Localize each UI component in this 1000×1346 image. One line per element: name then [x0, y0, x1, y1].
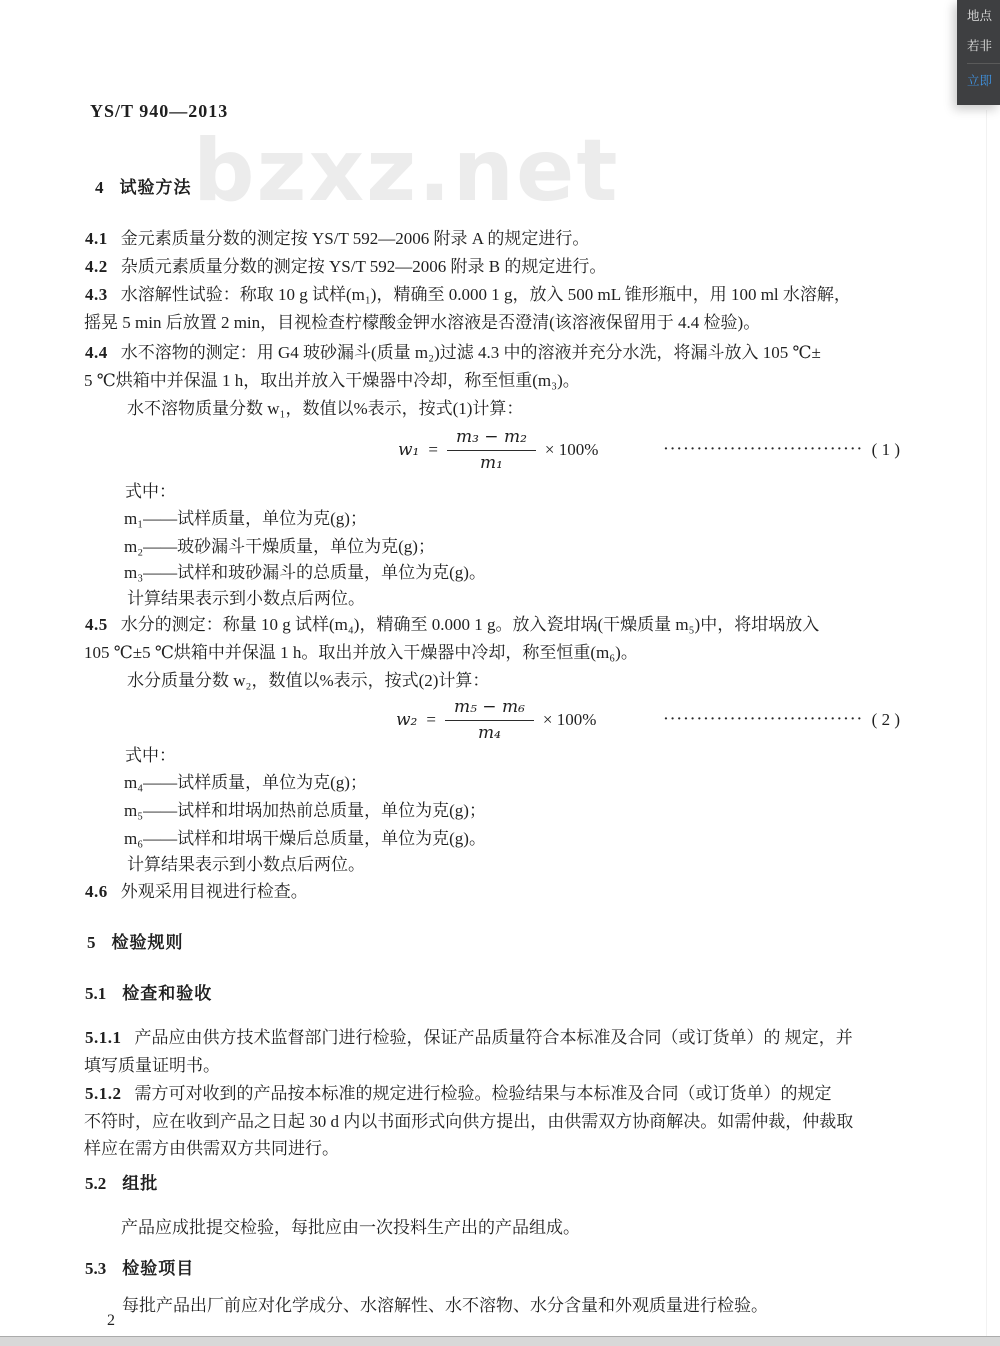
clause-text: 外观采用目视进行检查。	[120, 882, 308, 901]
clause-text: 水不溶物质量分数 w₁，数值以%表示，按式(1)计算：	[127, 399, 524, 418]
fraction-denominator: m₁	[479, 452, 503, 473]
result-note-1	[127, 587, 365, 611]
watermark-text: bzxz.net	[193, 121, 620, 221]
note-text: 计算结果表示到小数点后两位。	[127, 589, 365, 608]
clause-5-1-2-line1	[85, 1082, 832, 1106]
paragraph-text: 每批产品出厂前应对化学成分、水溶解性、水不溶物、水分含量和外观质量进行检验。	[122, 1296, 768, 1315]
clause-text: 水分质量分数 w₂，数值以%表示，按式(2)计算：	[127, 671, 490, 690]
clause-label: 4.1	[85, 229, 108, 248]
clause-text: 水溶解性试验：称取 10 g 试样(m₁)，精确至 0.000 1 g，放入 500 mL 锥形瓶中，用 100 ml 水溶解，	[120, 285, 851, 304]
popup-text-line2: 若非	[967, 39, 993, 53]
clause-text: 摇晃 5 min 后放置 2 min，目视检查柠檬酸金钾水溶液是否澄清(该溶液保留用于 4.4 检验)。	[84, 313, 761, 332]
fraction	[447, 427, 536, 473]
where-head-2	[125, 744, 176, 768]
section-title: 检查和验收	[122, 984, 213, 1003]
formula-2	[396, 694, 900, 746]
clause-4-5-sub	[127, 669, 489, 693]
equation-number: ( 1 )	[871, 440, 900, 459]
equals-sign: =	[428, 440, 438, 459]
def-m5	[124, 799, 486, 823]
definition-text: m₁——试样质量，单位为克(g)；	[124, 509, 367, 528]
section-5-heading	[87, 931, 184, 955]
def-m1	[124, 507, 367, 531]
section-5-2-heading	[85, 1172, 158, 1196]
clause-text: 水不溶物的测定：用 G4 玻砂漏斗(质量 m₂)过滤 4.3 中的溶液并充分水洗，将漏斗放入 105 ℃±	[120, 343, 821, 362]
clause-5-1-1-line1	[85, 1026, 853, 1050]
where-label: 式中：	[125, 746, 176, 765]
multiplier: × 100%	[542, 710, 597, 729]
clause-text: 需方可对收到的产品按本标准的规定进行检验。检验结果与本标准及合同（或订货单）的规定	[134, 1084, 832, 1103]
fraction-numerator: m₅ − m₆	[445, 697, 534, 720]
section-title: 试验方法	[119, 178, 192, 197]
clause-label: 5.1.1	[85, 1028, 122, 1047]
clause-4-4-line2	[84, 369, 580, 393]
section-title: 检验规则	[111, 933, 184, 952]
clause-text: 5 ℃烘箱中并保温 1 h，取出并放入干燥器中冷却，称至恒重(m₃)。	[84, 371, 580, 390]
clause-4-5-line2	[84, 641, 638, 665]
clause-text: 水分的测定：称量 10 g 试样(m₄)，精确至 0.000 1 g。放入瓷坩埚(干燥质量 m₅)中，将坩埚放入	[120, 615, 820, 634]
formula-leader	[664, 440, 900, 460]
doc-code-header: YS/T 940—2013	[90, 101, 229, 121]
def-m2	[124, 535, 435, 559]
definition-text: m₂——玻砂漏斗干燥质量，单位为克(g)；	[124, 537, 435, 556]
clause-label: 4.3	[85, 285, 108, 304]
clause-text: 产品应由供方技术监督部门进行检验，保证产品质量符合本标准及合同（或订货单）的 规定，并	[134, 1028, 853, 1047]
download-popup	[957, 0, 1000, 105]
definition-text: m₃——试样和玻砂漏斗的总质量，单位为克(g)。	[124, 563, 486, 582]
section-number: 5.2	[85, 1174, 107, 1193]
paragraph-5-2	[121, 1216, 580, 1240]
clause-4-2	[85, 255, 606, 279]
def-m6	[124, 827, 486, 851]
clause-5-1-2-line3	[84, 1137, 339, 1161]
def-m3	[124, 561, 486, 585]
definition-text: m₅——试样和坩埚加热前总质量，单位为克(g)；	[124, 801, 486, 820]
clause-text: 金元素质量分数的测定按 YS/T 592—2006 附录 A 的规定进行。	[120, 229, 590, 248]
multiplier: × 100%	[544, 440, 599, 459]
formula-lhs: w₂	[396, 710, 418, 730]
page-number: 2	[107, 1312, 115, 1329]
formula-leader	[664, 710, 900, 730]
popup-text-line1: 地点	[967, 9, 993, 23]
paragraph-5-3	[122, 1294, 768, 1318]
clause-5-1-1-line2	[84, 1054, 220, 1078]
fraction-denominator: m₄	[477, 722, 501, 743]
def-m4	[124, 771, 367, 795]
paragraph-text: 产品应成批提交检验，每批应由一次投料生产出的产品组成。	[121, 1218, 580, 1237]
dotted-leader: ······························	[663, 442, 864, 457]
fraction-numerator: m₃ − m₂	[447, 427, 536, 450]
section-number: 5.3	[85, 1259, 107, 1278]
popup-download-link[interactable]: 立即	[967, 74, 993, 88]
where-head-1	[125, 480, 176, 504]
clause-4-6	[85, 880, 308, 904]
clause-label: 5.1.2	[85, 1084, 122, 1103]
clause-text: 样应在需方由供需双方共同进行。	[84, 1139, 339, 1158]
section-5-1-heading	[85, 982, 212, 1006]
clause-text: 填写质量证明书。	[84, 1056, 220, 1075]
clause-text: 不符时，应在收到产品之日起 30 d 内以书面形式向供方提出，由供需双方协商解决。如需仲裁，仲裁取	[84, 1112, 854, 1131]
clause-label: 4.2	[85, 257, 108, 276]
section-title: 组批	[122, 1174, 159, 1193]
clause-4-1	[85, 227, 589, 251]
clause-label: 4.6	[85, 882, 108, 901]
section-title: 检验项目	[122, 1259, 195, 1278]
section-5-3-heading	[85, 1257, 194, 1281]
definition-text: m₄——试样质量，单位为克(g)；	[124, 773, 367, 792]
clause-label: 4.4	[85, 343, 108, 362]
section-number: 4	[95, 178, 104, 197]
formula-lhs: w₁	[398, 440, 420, 460]
clause-label: 4.5	[85, 615, 108, 634]
clause-5-1-2-line2	[84, 1110, 853, 1134]
popup-divider	[967, 63, 1000, 64]
equals-sign: =	[426, 710, 436, 729]
where-label: 式中：	[125, 482, 176, 501]
dotted-leader: ······························	[663, 712, 864, 727]
clause-4-3-line1	[85, 283, 851, 307]
definition-text: m₆——试样和坩埚干燥后总质量，单位为克(g)。	[124, 829, 486, 848]
result-note-2	[127, 853, 365, 877]
fraction	[445, 697, 534, 743]
section-number: 5	[87, 933, 96, 952]
section-number: 5.1	[85, 984, 107, 1003]
clause-4-4-sub	[127, 397, 523, 421]
clause-4-3-line2	[84, 311, 760, 335]
clause-4-5-line1	[85, 613, 819, 637]
clause-4-4-line1	[85, 341, 821, 365]
clause-text: 杂质元素质量分数的测定按 YS/T 592—2006 附录 B 的规定进行。	[120, 257, 607, 276]
section-4-heading	[95, 176, 192, 200]
clause-text: 105 ℃±5 ℃烘箱中并保温 1 h。取出并放入干燥器中冷却，称至恒重(m₆)。	[84, 643, 638, 662]
formula-1	[398, 424, 900, 476]
equation-number: ( 2 )	[871, 710, 900, 729]
note-text: 计算结果表示到小数点后两位。	[127, 855, 365, 874]
